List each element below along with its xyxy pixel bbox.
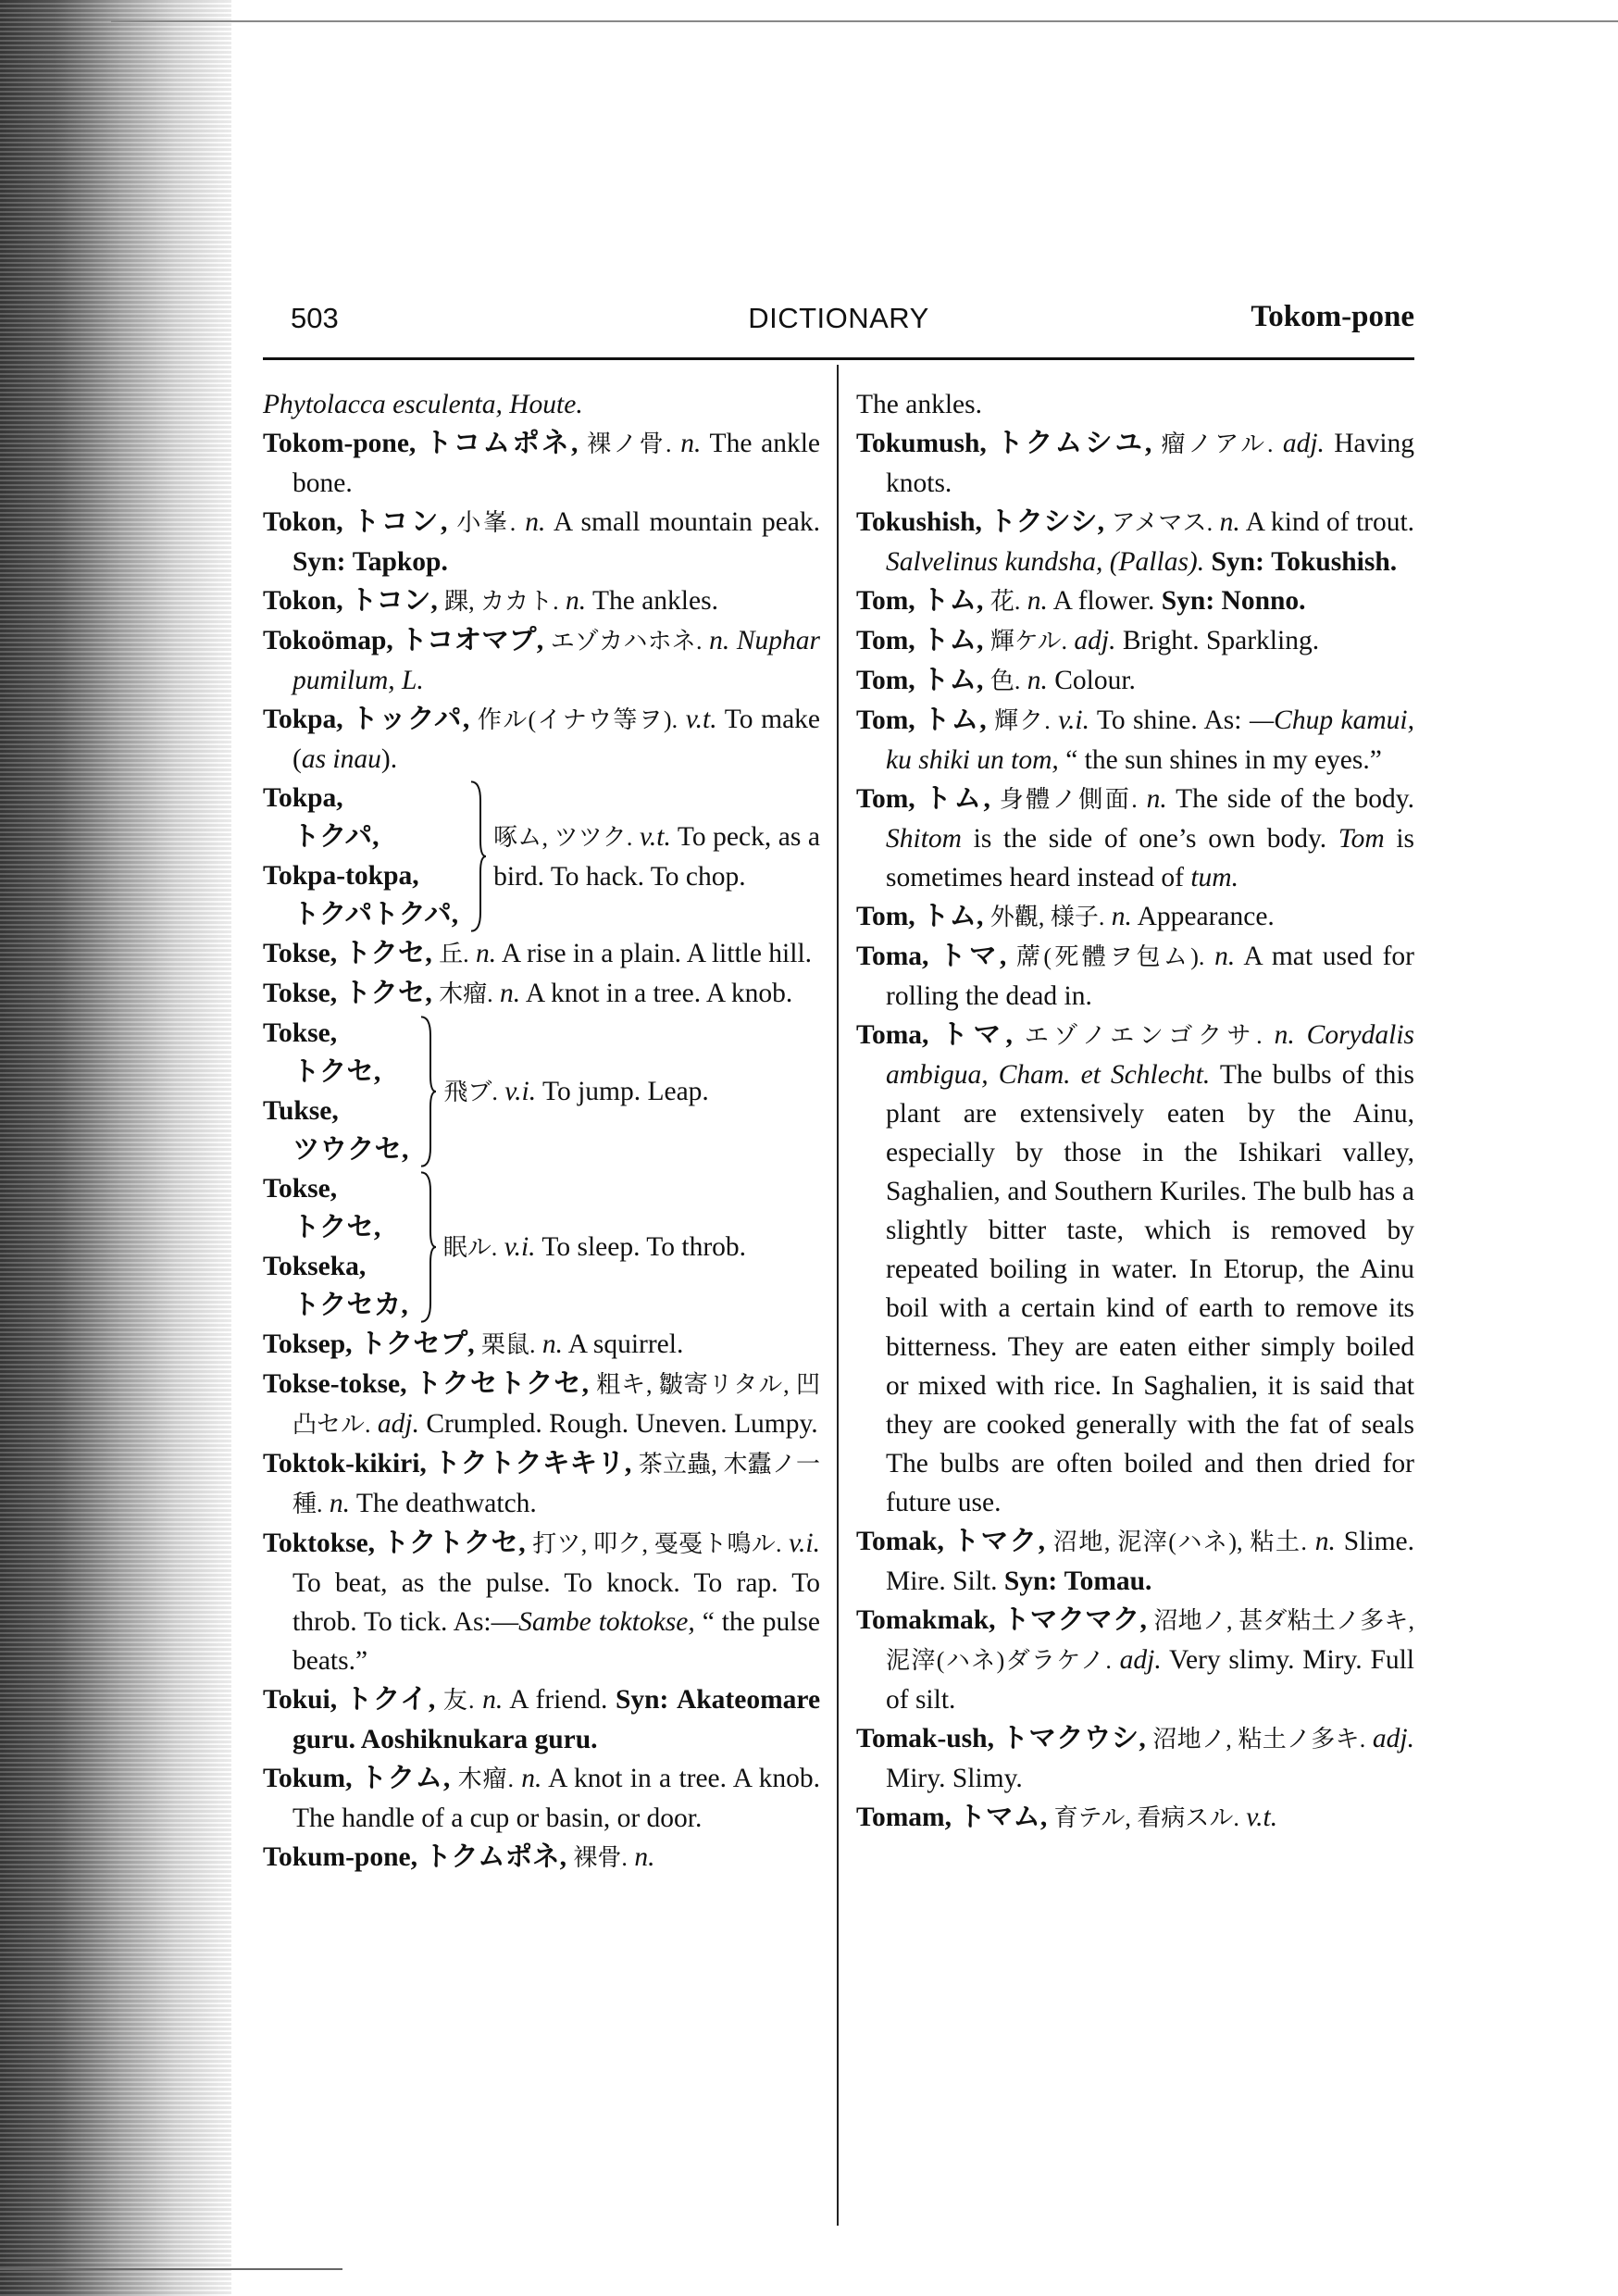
headword-kana: トクパ, [292,822,380,852]
part-of-speech: n. [500,979,521,1008]
japanese-gloss: エゾノエンゴクサ. [1024,1022,1263,1049]
synonym: Tokushish. [1271,547,1398,577]
part-of-speech: v.t. [639,821,671,852]
japanese-gloss: 友. [442,1687,475,1714]
part-of-speech: adj. [1282,429,1325,458]
headword: Tomakmak, [856,1605,996,1635]
headword-kana: トマ, [940,1020,1013,1050]
dictionary-entry [856,1601,1414,1719]
headword: Toktok-kikiri, [263,1449,427,1479]
definition: A squirrel. [567,1329,684,1359]
japanese-gloss: 瘤ノアル. [1161,430,1274,457]
example-phrase: —Chup kamui, ku shiki un tom, [886,705,1414,775]
headword: Tom, [856,586,915,616]
part-of-speech: adj. [377,1409,419,1439]
definition: A friend. [509,1685,608,1715]
japanese-gloss: 身體ノ側面. [999,786,1138,813]
headword-kana: トクイ, [344,1685,436,1715]
part-of-speech: v.i. [504,1231,536,1262]
headword-kana: トコムポネ, [425,429,579,458]
headword: Tokse, [263,1174,338,1204]
headword: Tokum-pone, [263,1842,417,1872]
headword-kana: トコン, [350,586,438,616]
headword: Tomak-ush, [856,1724,994,1753]
headword: Tokum, [263,1764,353,1793]
headword-kana: トクパトクパ, [292,900,459,930]
japanese-gloss: 裸骨. [573,1844,628,1871]
part-of-speech: n. [1027,666,1048,695]
definition: Slime. Mire. Silt. [886,1527,1414,1596]
dictionary-entry [856,937,1414,1016]
braced-entry-group [263,779,820,934]
left-column [263,385,820,1878]
dictionary-entry [263,1759,820,1838]
example-translation: “ the sun shines in my eyes.” [1065,745,1382,775]
japanese-gloss: 飛ブ. [443,1078,498,1105]
definition: Colour. [1054,666,1136,695]
headword: Toktokse, [263,1529,376,1558]
braced-headwords [263,779,458,934]
headword: Tokon, [263,507,343,537]
synonym-label: Syn: [1003,1566,1058,1596]
page-title: DICTIONARY [748,302,929,334]
headword-kana: トクシシ, [989,507,1105,537]
definition: A mat used for rolling the dead in. [886,942,1415,1011]
japanese-gloss: 丘. [439,941,469,967]
dictionary-entry [856,780,1414,897]
definition: The ankles. [591,586,718,616]
synonym: Tapkop. [352,547,448,577]
japanese-gloss: 裸ノ骨. [587,430,672,457]
part-of-speech: v.i. [504,1076,537,1106]
headword-kana: トマ, [939,942,1007,971]
curly-brace-icon [417,1014,438,1169]
japanese-gloss: 外觀, 様子. [989,904,1105,930]
definition: Crumpled. Rough. Uneven. Lumpy. [426,1409,818,1439]
headword-kana: トマク, [952,1527,1045,1556]
japanese-gloss: 沼地ノ, 粘土ノ多キ. [1152,1726,1366,1753]
example-translation: “ the pulse beats.” [292,1607,820,1676]
braced-definition [443,1072,820,1112]
scan-bottom-rule [0,2268,342,2270]
definition: The deathwatch. [355,1489,537,1518]
dictionary-entry [263,1524,820,1680]
headword-kana: トクセトクセ, [414,1369,590,1399]
headword-kana: トコオマプ, [400,626,544,655]
dictionary-entry [856,701,1414,780]
braced-entry-group [263,1169,820,1325]
japanese-gloss: 育テル, 看病スル. [1053,1804,1239,1831]
continuation-text: The ankles. [856,390,982,419]
definition: ). [380,744,398,774]
japanese-gloss: エゾカハホネ. [550,628,703,655]
definition: A knot in a tree. A knob. The handle of a cup or basin, or door. [292,1764,821,1833]
dictionary-entry [856,1016,1414,1522]
headword-kana: ツウクセ, [292,1135,409,1165]
dictionary-entry [263,503,820,581]
japanese-gloss: 木瘤. [457,1766,514,1792]
page-number: 503 [291,302,339,334]
headword-kana: トクセ, [292,1213,381,1242]
headword: Tom, [856,666,915,695]
synonym: Akateomare guru. Aoshiknukara guru. [292,1685,821,1754]
headword-kana: トクムシユ, [996,429,1152,458]
dictionary-entry [856,897,1414,937]
definition-italic: as inau [301,744,381,774]
braced-entry-group [263,1014,820,1169]
headword: Tomam, [856,1803,952,1832]
part-of-speech: v.i. [789,1529,820,1558]
dictionary-entry [263,1680,820,1759]
synonym-label: Syn: [1161,586,1215,616]
part-of-speech: n. [1219,507,1240,537]
definition-italic: Shitom [886,824,962,854]
page-range-headword: Tokom-pone [1251,300,1414,333]
part-of-speech: n. [709,626,730,655]
definition: To make ( [292,705,821,774]
part-of-speech: n. [1111,902,1132,931]
headword: Tokoömap, [263,626,393,655]
definition: is the side of one’s own body. [973,824,1327,854]
dictionary-entry [856,621,1414,661]
definition: Appearance. [1137,902,1275,931]
dictionary-entry [263,621,820,700]
headword: Tokui, [263,1685,338,1715]
definition: Having knots. [886,429,1415,498]
headword-kana: トクムポネ, [424,1842,567,1872]
headword-kana: トム, [923,705,987,735]
headword: Tokpa, [263,705,343,734]
headword-kana: トクセカ, [292,1291,408,1320]
japanese-gloss: 踝, カカト. [444,588,559,615]
definition: Bright. Sparkling. [1122,626,1320,655]
headword-kana: トクセ, [343,939,432,968]
japanese-gloss: 輝ク. [994,707,1051,734]
part-of-speech: adj. [1119,1645,1162,1675]
headword: Tokse-tokse, [263,1369,407,1399]
dictionary-entry [856,1798,1414,1838]
dictionary-entry [856,1719,1414,1798]
dictionary-entry [856,424,1414,503]
headword-kana: トクセ, [343,979,432,1008]
part-of-speech: n. [525,507,546,537]
dictionary-entry [263,1365,820,1444]
headword: Tom, [856,705,915,735]
part-of-speech: adj. [1372,1724,1414,1753]
japanese-gloss: アメマス. [1111,509,1214,536]
part-of-speech: n. [482,1685,504,1715]
headword-kana: トム, [922,586,984,616]
part-of-speech: n. [566,586,587,616]
headword: Tom, [856,784,915,814]
japanese-gloss: 小峯. [456,509,517,536]
headword: Tokumush, [856,429,987,458]
headword-kana: トマクウシ, [1001,1724,1146,1753]
synonym-label: Syn: [1211,547,1264,577]
headword: Tokushish, [856,507,982,537]
continuation-text: Phytolacca esculenta, Houte. [263,390,583,419]
headword: Tokpa-tokpa, [263,861,419,891]
part-of-speech: n. [476,939,497,968]
headword: Tom, [856,902,915,931]
headword-kana: トクトクキキリ, [433,1449,632,1479]
part-of-speech: n. [680,429,702,458]
right-column [856,385,1414,1838]
definition: To sleep. To throb. [541,1231,747,1262]
braced-definition [493,817,820,896]
dictionary-entry [856,661,1414,701]
definition: To peck, as a bird. To hack. To chop. [493,821,820,892]
definition: To jump. Leap. [541,1076,709,1106]
definition: A kind of trout. [1245,507,1415,537]
headword: Tokseka, [263,1252,367,1281]
japanese-gloss: 作ル(イナウ等ヲ). [477,706,678,733]
headword-kana: トクセ, [292,1057,381,1087]
headword: Tomak, [856,1527,944,1556]
dictionary-entry [263,1838,820,1878]
part-of-speech: n. [1146,784,1167,814]
headword: Toma, [856,1020,929,1050]
definition: To beat, as the pulse. To knock. To rap. To throb. To tick. As:— [292,1568,820,1637]
curly-brace-icon [417,1169,438,1325]
japanese-gloss: 輝ケル. [989,628,1068,655]
part-of-speech: n. [1027,586,1048,616]
definition: Nuphar pumilum, L. [292,626,820,695]
definition: Miry. Slimy. [886,1764,1023,1793]
definition: Very slimy. Miry. Full of silt. [886,1645,1414,1715]
example-phrase: Sambe toktokse, [518,1607,695,1637]
definition: The bulbs of this plant are extensively eaten by the Ainu, especially by those in the Ishikari valley, Saghalien, and Southern Kuriles. The bulb has a slightly bitter taste, which is removed by repeated boiling in water. In Etorup, the Ainu boil with a certain kind of earth to remove its bitterness. They are eaten either simply boiled or mixed with rice. In Saghalien, it is said that they are cooked generally with the fat of seals The bulbs are often boiled and then dried for future use. [886,1060,1414,1517]
dictionary-entry [263,1325,820,1365]
headword: Tokpa, [263,783,343,813]
headword-kana: トクム, [359,1764,451,1793]
headword-kana: トックパ, [351,705,470,734]
definition: The ankle bone. [292,429,820,498]
headword: Tokse, [263,979,338,1008]
scientific-name: Corydalis ambigua, Cham. et Schlecht. [886,1020,1415,1090]
synonym: Tomau. [1064,1566,1152,1596]
curly-brace-icon [467,779,488,934]
japanese-gloss: 啄ム, ツツク. [493,823,633,851]
headword: Toma, [856,942,929,971]
part-of-speech: n. [634,1842,655,1872]
definition: A rise in a plain. A little hill. [501,939,813,968]
dictionary-entry [263,424,820,503]
synonym: Nonno. [1221,586,1306,616]
column-divider [837,365,839,2226]
headword-kana: トム, [922,626,984,655]
headword: Tukse, [263,1096,339,1126]
headword: Tokom-pone, [263,429,417,458]
part-of-speech: adj. [1074,626,1116,655]
definition: A knot in a tree. A knob. [525,979,793,1008]
japanese-gloss: 木瘤. [439,980,493,1007]
definition: A small mountain peak. [553,507,821,537]
part-of-speech: v.i. [1058,705,1089,735]
headword-kana: トマム, [958,1803,1048,1832]
part-of-speech: n. [329,1489,351,1518]
dictionary-entry [263,581,820,621]
japanese-gloss: 沼地, 泥滓(ハネ), 粘土. [1052,1529,1307,1555]
definition: To shine. As: [1096,705,1242,735]
braced-headwords [263,1014,408,1169]
dictionary-entry [856,581,1414,621]
part-of-speech: n. [1274,1020,1295,1050]
definition-italic: Tom [1338,824,1385,854]
part-of-speech: n. [521,1764,542,1793]
japanese-gloss: 打ツ, 叩ク, 戞戞ト鳴ル. [532,1530,782,1557]
headword-kana: トコン, [352,507,448,537]
dictionary-entry [856,503,1414,581]
braced-headwords [263,1169,408,1325]
part-of-speech: v.t. [1246,1803,1278,1832]
dictionary-entry [263,974,820,1014]
japanese-gloss: 蓆(死體ヲ包ム). [1016,943,1205,970]
japanese-gloss: 栗鼠. [481,1331,536,1358]
dictionary-entry [856,1522,1414,1601]
japanese-gloss: 沼地ノ, 甚ダ粘土ノ多キ, 泥滓(ハネ)ダラケノ. [886,1607,1414,1674]
japanese-gloss: 色. [989,668,1021,694]
headword-kana: トマクマク, [1002,1605,1147,1635]
headword-kana: トクトクセ, [381,1529,526,1558]
headword: Tom, [856,626,915,655]
synonym-label: Syn: [292,547,346,577]
japanese-gloss: 茶立蟲, 木蠹ノ一種. [292,1451,820,1517]
dictionary-entry [263,1444,820,1524]
braced-definition [443,1228,820,1267]
headword: Tokon, [263,586,343,616]
scan-top-rule [111,20,1618,22]
headword-kana: トクセプ, [358,1329,475,1359]
scientific-name: Salvelinus kundsha, (Pallas). [886,547,1205,577]
headword: Tokse, [263,1018,338,1048]
definition: is sometimes heard instead of [886,824,1415,892]
japanese-gloss: 花. [989,588,1021,615]
scan-shadow-edge [0,0,231,2296]
headword-kana: トム, [924,784,990,814]
japanese-gloss: 眠ル. [442,1233,498,1261]
part-of-speech: v.t. [685,705,717,734]
definition-italic: tum. [1190,863,1238,892]
synonym-label: Syn: [615,1685,669,1715]
part-of-speech: n. [1214,942,1236,971]
part-of-speech: n. [541,1329,564,1359]
japanese-gloss: 粗キ, 皺寄リタル, 凹凸セル. [292,1371,820,1438]
headword-kana: トム, [922,902,984,931]
headword: Tokse, [263,939,338,968]
definition: The side of the body. [1176,784,1415,814]
dictionary-entry [263,700,820,779]
headword: Toksep, [263,1329,353,1359]
part-of-speech: n. [1314,1527,1336,1556]
page-header [263,296,1414,360]
definition: A flower. [1052,586,1155,616]
headword-kana: トム, [922,666,984,695]
dictionary-entry [263,934,820,974]
